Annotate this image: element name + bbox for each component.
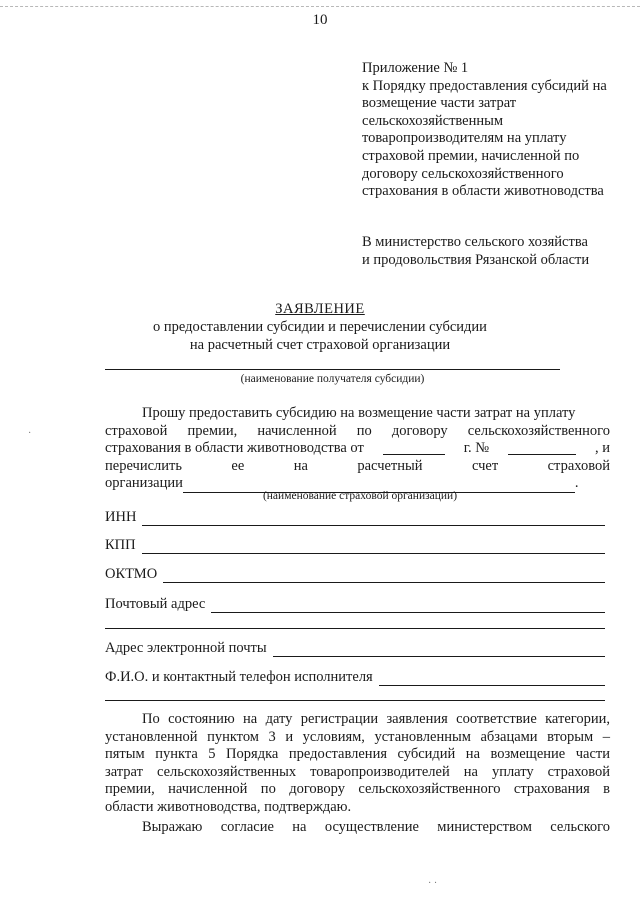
email-input[interactable] [273,642,605,657]
request-line-3 [105,440,610,458]
appendix-line: страхования в области животноводства [362,183,604,200]
consent-word: согласие [220,819,274,835]
recipient-name-line[interactable] [105,369,560,370]
request-word: страховой [547,457,610,474]
insurer-caption: (наименование страховой организации) [262,490,458,502]
inn-field [105,509,605,526]
confirmation-line: По состоянию на дату регистрации заявления соответствие категории, [142,711,610,727]
title-main: ЗАЯВЛЕНИЕ [275,301,365,317]
postal-address-input-line-2[interactable] [105,628,605,629]
consent-word: осуществление [324,819,419,835]
request-line-1: Прошу предоставить субсидию на возмещение части затрат на уплату [142,405,576,421]
appendix-line: договору сельскохозяйственного [362,165,564,182]
kpp-input[interactable] [142,539,605,554]
confirmation-line: области животноводства, подтверждаю. [105,798,352,815]
request-word: ее [231,457,245,474]
postal-address-field [105,596,605,613]
scan-top-edge [0,6,640,7]
consent-word: Выражаю [142,819,203,835]
contact-field [105,669,605,686]
consent-word: министерством [437,819,532,835]
contact-input-line-2[interactable] [105,700,605,701]
appendix-line: страховой премии, начисленной по [362,147,580,164]
request-line-2-text: страховой премии, начисленной по договору сельскохозяйственного [105,422,610,439]
title-subtitle-2: на расчетный счет страховой организации [189,337,451,353]
scan-speck: · · [428,878,438,889]
appendix-line: сельскохозяйственным [362,112,504,129]
addressee-block [362,233,622,269]
request-word: расчетный [357,457,423,474]
oktmo-input[interactable] [163,568,605,583]
consent-word: сельского [550,819,610,835]
request-line-2 [105,423,610,441]
appendix-block [362,60,622,201]
request-line-5-end: . [574,475,579,492]
document-title [0,300,640,354]
appendix-line: товаропроизводителям на уплату [362,130,567,147]
request-word: счет [471,457,499,474]
postal-address-input[interactable] [211,598,605,613]
confirmation-line: премии, начисленной по договору сельскохозяйственного страхования в [105,781,610,798]
request-date-label: страхования в области животноводства от [105,440,364,457]
consent-word: на [292,819,307,835]
consent-line [105,819,610,837]
confirmation-line: установленной пунктом 3 и условиям, установленным абзацами вторым – [105,728,610,745]
appendix-line: возмещение части затрат [362,95,517,112]
kpp-field [105,537,605,554]
confirmation-paragraph [105,711,610,817]
appendix-heading: Приложение № 1 [362,60,469,76]
kpp-label: КПП [105,537,136,553]
confirmation-line: пятым пункта 5 Порядка предоставления субсидий на возмещение части [105,746,610,763]
confirmation-line: затрат сельскохозяйственных товаропроизводителей на уплату страховой [105,763,610,780]
addressee-line-1: В министерство сельского хозяйства [362,234,588,250]
inn-label: ИНН [105,509,137,525]
email-field [105,640,605,657]
request-word: на [293,457,308,474]
email-label: Адрес электронной почты [105,640,267,656]
recipient-caption: (наименование получателя субсидии) [240,373,425,385]
inn-input[interactable] [142,511,605,526]
contact-input[interactable] [379,671,605,686]
postal-address-label: Почтовый адрес [105,596,206,612]
insurer-label: организации [105,475,183,492]
request-line-4 [105,458,610,476]
oktmo-field [105,566,605,583]
contract-number-blank[interactable] [508,440,576,455]
contract-date-blank[interactable] [383,440,445,455]
appendix-line: к Порядку предоставления субсидий на [362,77,607,94]
request-word: перечислить [105,457,182,474]
addressee-line-2: и продовольствия Рязанской области [362,252,590,268]
title-subtitle-1: о предоставлении субсидии и перечислении субсидии [153,319,487,335]
request-number-label: г. № [463,440,490,457]
page-number: 10 [312,12,328,28]
request-paragraph [105,405,610,493]
scan-speck: · [28,428,32,439]
request-line-3-end: , и [594,440,610,457]
oktmo-label: ОКТМО [105,566,158,582]
contact-label: Ф.И.О. и контактный телефон исполнителя [105,669,373,685]
